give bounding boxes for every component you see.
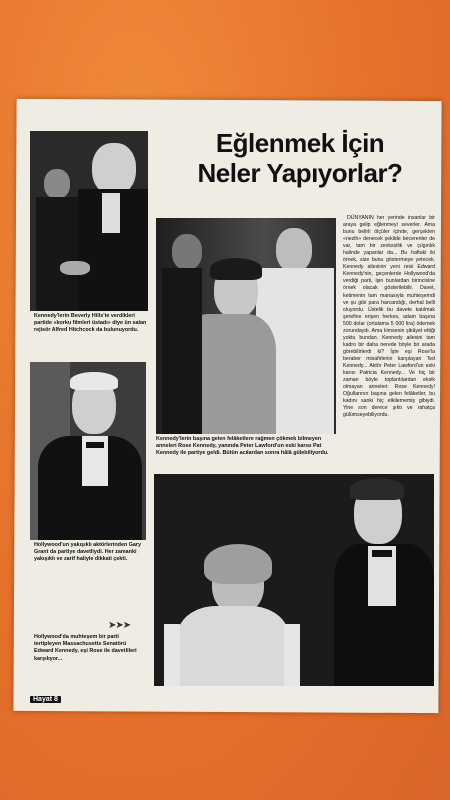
page-footer — [30, 696, 61, 703]
title-line-1: Eğlenmek İçin — [215, 128, 385, 158]
magazine-name: Hayat — [33, 696, 53, 703]
caption-gary-grant: Hollywood'un yakışıklı aktörlerinden Gary Grant da partiye davetliydi. Her zamanki yakışıklı ve zarif haliyle dikkati çekti. — [34, 542, 142, 563]
photo-hitchcock — [30, 131, 148, 311]
caption-hitchcock: Kennedy'lerin Beverly Hills'te verdikleri partide «korku filmleri üstadı» diye ün salan rejisör Alfred Hitchcock da bulunuyordu. — [34, 313, 147, 334]
article-body — [343, 215, 435, 420]
article-title — [160, 128, 440, 188]
article-text: DÜNYANIN her yerinde insanlar bir araya gelip eğlenmeyi severler. Ama bunu belirli ölçüler içinde, gerçekten «nezih» denecek şekilde becerenler de var, tam bir zevksizlik ve çılgınlık halinde yapanlar da... Bu haftaki iki örnek, size bunu göstermeye yetecek. Kennedy ailesinin yeni reisi Edward Kennedy'nin, geçenlerde Hollywood'da verdiği parti, işin bunlardan birincisine örnek olacak gösterilebilir. Davet, ketimenin tam manasıyla muhteşemdi ve şu gibi para harcandığı, derhal belli oluyordu. Üstelik bu davete katılmak şerefine erişen herkes, adam başına 500 dolar (ortalama 5 000 lira) ödemek zorundaydı. Ama kimsenin şikâyet ettiği yoktu bundan. Kennedy ailesini tam kadro bir daha nerede böyle bir arada görebilirlerdi ki? İşte eşi Rose'la beraber misafirlerini karşılayan Ted Kennedy... Aktör Peter Lawford'un eski karısı Patricia Kennedy... Ve hiç bir zaman böyle toplantılardan eksik olmayan anneleri: Rose Kennedy! Oğullarının başına gelen felâketler, bu kadını sanki hiç etkilememiş gibiydi. Yine son derece şıktı ve rahatça gülümseyebiliyordu. — [343, 215, 435, 419]
photo-gary-grant — [30, 362, 146, 540]
caption-ted-kennedy: Hollywood'da muhteşem bir parti tertipleyen Massachusetts Senatörü Edward Kennedy, eşi Rose ile davetlileri karşılıyor... — [34, 634, 137, 662]
photo-kennedy-women — [156, 218, 336, 434]
title-line-2: Neler Yapıyorlar? — [197, 158, 403, 188]
caption-kennedy-women: Kennedy'lerin başına gelen felâketlere rağmen çökmek bilmeyen anneleri Rose Kennedy, yanında Peter Lawford'un eski karısı Pat Kennedy ile partiye geldi. Bütün acılardan sonra hâlâ gülebiliyordu. — [156, 436, 329, 457]
arrow-ornament: ➤➤➤ — [108, 620, 131, 631]
photo-ted-kennedy — [154, 474, 434, 686]
page-number: 8 — [54, 696, 58, 703]
